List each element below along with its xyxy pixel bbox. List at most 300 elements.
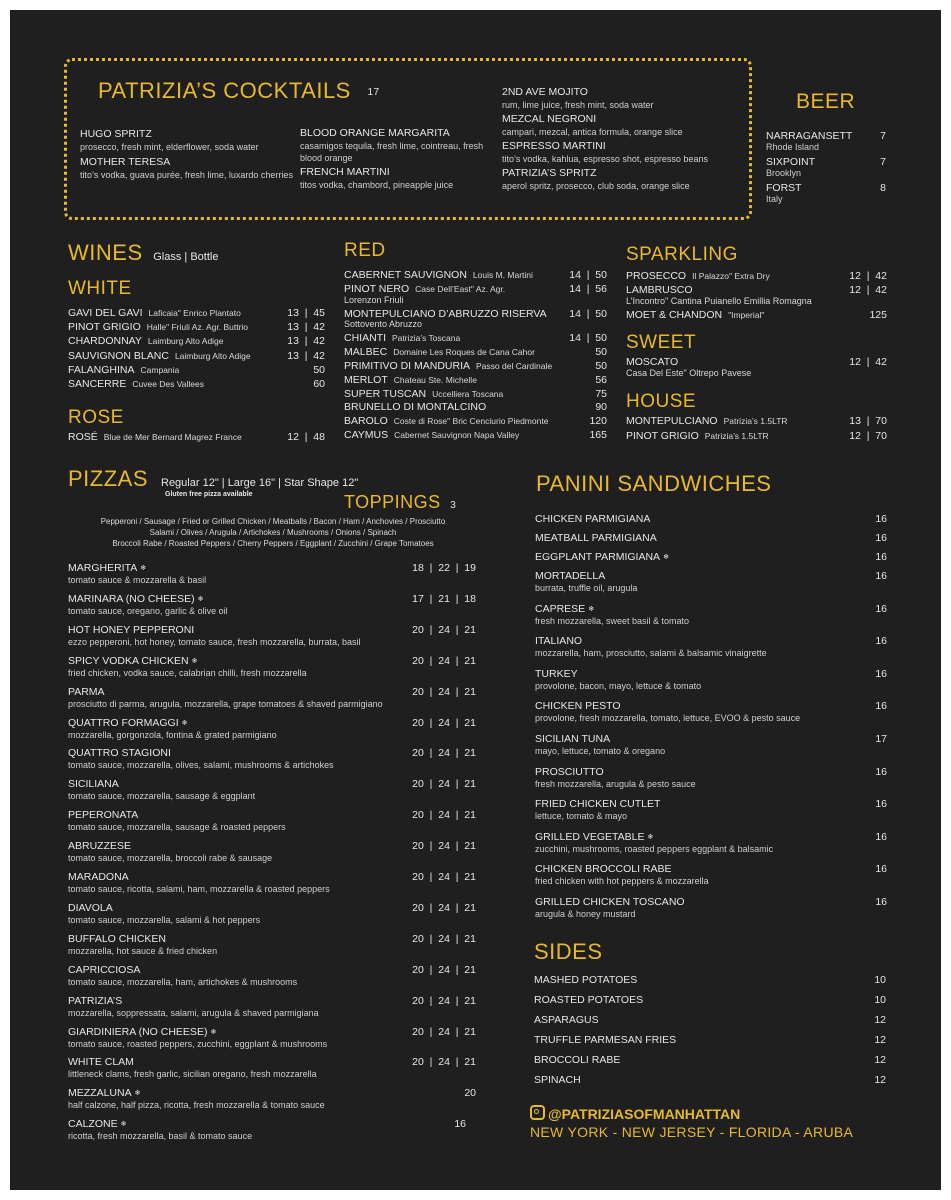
toppings-line: Salami / Olives / Arugula / Artichokes / Mushrooms / Onions / Spinach <box>149 528 397 537</box>
wine-row <box>68 431 325 443</box>
cocktail-name: FRENCH MARTINI <box>300 166 390 178</box>
wine-producer: Laimburg Alto Adige <box>147 336 224 347</box>
cocktail-name: BLOOD ORANGE MARGARITA <box>300 127 450 139</box>
wine-producer: Case Dell’East" Az. Agr. <box>415 283 506 294</box>
instagram-handle-text: @PATRIZIASOFMANHATTAN <box>548 1106 741 1122</box>
panini-desc: provolone, bacon, mayo, lettuce & tomato <box>535 680 702 691</box>
wine-name: MONTEPULCIANO <box>626 415 718 427</box>
wine-price: 125 <box>869 309 887 321</box>
pizza-desc: mozzarella, gorgonzola, fontina & grated parmigiano <box>68 729 277 740</box>
wine-name: PINOT GRIGIO <box>626 429 699 442</box>
side-name: SPINACH <box>534 1074 581 1086</box>
wine-price: 90 <box>595 401 607 414</box>
panini-price: 16 <box>875 570 887 582</box>
wine-price: 60 <box>313 378 325 390</box>
cocktail-name: MEZCAL NEGRONI <box>502 113 597 125</box>
panini-row <box>535 668 887 680</box>
panini-price: 16 <box>875 667 887 680</box>
wine-name: GAVI DEL GAVI <box>68 307 143 319</box>
pizza-price: 20 | 24 | 21 <box>412 963 476 976</box>
vegetarian-leaf-icon: ❄ <box>210 1028 217 1036</box>
pizza-row <box>68 593 476 605</box>
panini-name: CHICKEN PARMIGIANA <box>535 513 651 525</box>
pizza-desc: tomato sauce & mozzarella & basil <box>68 575 207 585</box>
panini-price: 16 <box>875 830 887 843</box>
wine-row <box>344 374 607 386</box>
panini-row <box>535 551 887 563</box>
wine-price: 165 <box>589 429 607 441</box>
pizza-desc: prosciutto di parma, arugula, mozzarella, grape tomatoes & shaved parmigiano <box>68 698 383 709</box>
cocktail-name: 2ND AVE MOJITO <box>502 86 588 98</box>
pizza-desc: ezzo pepperoni, hot honey, tomato sauce, fresh mozzarella, burrata, basil <box>68 636 361 647</box>
panini-row <box>535 700 887 712</box>
panini-price: 16 <box>875 798 887 811</box>
panini-price: 16 <box>875 765 887 778</box>
pizza-row <box>68 964 476 976</box>
cocktail-name: MOTHER TERESA <box>80 156 171 168</box>
cocktails-title-text: PATRIZIA’S COCKTAILS <box>98 78 351 103</box>
side-price: 10 <box>874 994 886 1006</box>
wine-row <box>68 335 325 347</box>
panini-desc: zucchini, mushrooms, roasted peppers eggplant & balsamic <box>535 843 774 854</box>
panini-desc: arugula & honey mustard <box>535 909 636 919</box>
wine-price: 120 <box>589 415 607 428</box>
pizza-row <box>68 1056 476 1068</box>
side-row <box>534 1034 886 1046</box>
wine-producer: Cabernet Sauvignon Napa Valley <box>394 430 520 440</box>
panini-price: 16 <box>875 635 887 648</box>
panini-price: 16 <box>875 863 887 876</box>
toppings-price: 3 <box>450 500 456 511</box>
panini-name: TURKEY <box>535 667 578 680</box>
cocktails-price: 17 <box>367 86 380 98</box>
pizza-price: 20 | 24 | 21 <box>412 778 476 791</box>
menu-page <box>10 10 941 1190</box>
wine-row <box>68 321 325 333</box>
wine-row <box>626 430 887 442</box>
pizza-row <box>68 1118 476 1130</box>
pizza-name: GIARDINIERA (NO CHEESE) <box>68 1025 208 1038</box>
wine-row <box>68 364 325 376</box>
wine-name: PROSECCO <box>626 270 687 282</box>
side-row <box>534 1014 886 1026</box>
pizza-desc: littleneck clams, fresh garlic, sicilian oregano, fresh mozzarella <box>68 1069 317 1080</box>
pizza-name: PEPERONATA <box>68 809 139 822</box>
cocktail-desc: titos vodka, chambord, pineapple juice <box>300 180 454 190</box>
sweet-title: SWEET <box>626 332 697 353</box>
panini-price: 16 <box>875 532 887 544</box>
wines-title-text: WINES <box>68 240 143 265</box>
sides-title: SIDES <box>534 939 603 964</box>
panini-row <box>535 798 887 810</box>
pizza-desc: fried chicken, vodka sauce, calabrian chilli, fresh mozzarella <box>68 667 307 678</box>
vegetarian-leaf-icon: ❄ <box>191 657 198 665</box>
wine-row <box>344 360 607 372</box>
pizza-price: 20 | 24 | 21 <box>412 932 476 945</box>
pizza-row <box>68 1026 476 1038</box>
wine-row <box>626 284 887 296</box>
pizza-name: CAPRICCIOSA <box>68 963 141 976</box>
pizza-price: 20 | 24 | 21 <box>412 1025 476 1038</box>
pizza-price: 16 <box>454 1118 466 1131</box>
wine-price: 12 | 70 <box>849 429 887 442</box>
pizza-row <box>68 840 476 852</box>
cocktail-name: PATRIZIA’S SPRITZ <box>502 167 597 179</box>
toppings-title-text: TOPPINGS <box>344 492 441 512</box>
panini-name: ITALIANO <box>535 635 583 648</box>
pizza-row <box>68 717 476 729</box>
panini-row <box>535 603 887 615</box>
vegetarian-leaf-icon: ❄ <box>663 554 669 561</box>
wine-name: SANCERRE <box>68 378 127 390</box>
wine-producer: Halle" Friuli Az. Agr. Buttrio <box>146 322 249 333</box>
pizza-desc: tomato sauce, ricotta, salami, ham, mozzarella & roasted peppers <box>68 884 330 894</box>
wine-price: 50 <box>595 346 607 359</box>
wine-price: 75 <box>595 387 607 400</box>
wines-subtitle: Glass | Bottle <box>153 251 219 263</box>
vegetarian-leaf-icon: ❄ <box>120 1121 127 1129</box>
wine-name: ROSÉ <box>68 431 98 443</box>
wine-row <box>344 401 607 413</box>
panini-row <box>535 863 887 875</box>
pizza-desc: mozzarella, soppressata, salami, arugula & shaved parmigiana <box>68 1007 319 1018</box>
panini-desc: provolone, fresh mozzarella, tomato, lettuce, EVOO & pesto sauce <box>535 713 801 724</box>
beer-origin: Brooklyn <box>766 168 802 178</box>
pizza-price: 20 | 24 | 21 <box>412 840 476 853</box>
wine-name: PINOT NERO <box>344 282 410 295</box>
wine-name: SAUVIGNON BLANC <box>68 349 169 362</box>
panini-desc: fried chicken with hot peppers & mozzarella <box>535 876 709 887</box>
wine-row <box>68 350 325 362</box>
wine-name: CABERNET SAUVIGNON <box>344 269 467 281</box>
wine-price: 56 <box>595 373 607 386</box>
wine-name: MOET & CHANDON <box>626 309 723 321</box>
panini-row <box>535 766 887 778</box>
panini-desc: lettuce, tomato & mayo <box>535 811 628 822</box>
wine-price: 14 | 50 <box>569 307 607 320</box>
beer-name: SIXPOINT <box>766 156 816 168</box>
panini-name: MORTADELLA <box>535 570 606 582</box>
pizza-name: PATRIZIA’S <box>68 994 123 1007</box>
wine-row <box>344 429 607 441</box>
side-price: 12 <box>874 1074 886 1086</box>
pizza-name: QUATTRO STAGIONI <box>68 747 171 760</box>
toppings-line: Pepperoni / Sausage / Fried or Grilled Chicken / Meatballs / Bacon / Ham / Anchovies / Prosciutto <box>100 517 446 526</box>
cocktail-desc: casamigos tequila, fresh lime, cointreau, fresh blood orange <box>300 141 484 163</box>
pizza-row <box>68 1087 476 1099</box>
wine-producer: Passo del Cardinale <box>476 361 553 371</box>
panini-row <box>535 513 887 525</box>
panini-row <box>535 831 887 843</box>
pizza-name: ABRUZZESE <box>68 840 132 853</box>
wine-row <box>344 415 607 427</box>
pizza-row <box>68 655 476 667</box>
cocktails-title <box>98 78 380 104</box>
pizza-desc: half calzone, half pizza, ricotta, fresh mozzarella & tomato sauce <box>68 1100 325 1111</box>
pizza-price: 20 | 24 | 21 <box>412 994 476 1007</box>
wine-name: PRIMITIVO DI MANDURIA <box>344 360 471 372</box>
wine-price: 13 | 42 <box>287 321 325 334</box>
pizza-name: MARINARA (NO CHEESE) <box>68 592 195 605</box>
pizza-row <box>68 871 476 883</box>
wine-extra: Sottovento Abruzzo <box>344 319 423 330</box>
panini-name: PROSCIUTTO <box>535 765 604 778</box>
pizza-desc: tomato sauce, mozzarella, salami & hot peppers <box>68 914 261 925</box>
beer-title: BEER <box>796 90 856 113</box>
instagram-handle[interactable] <box>530 1105 740 1122</box>
pizza-price: 20 | 24 | 21 <box>412 1056 476 1069</box>
pizza-name: CALZONE <box>68 1118 118 1131</box>
wine-name: BAROLO <box>344 415 388 428</box>
pizza-row <box>68 686 476 698</box>
wine-row <box>626 356 887 368</box>
pizza-row <box>68 747 476 759</box>
side-name: ROASTED POTATOES <box>534 994 644 1006</box>
red-title: RED <box>344 240 386 261</box>
rose-title: ROSE <box>68 407 124 428</box>
panini-name: CHICKEN PESTO <box>535 700 621 713</box>
toppings-line: Broccoli Rabe / Roasted Peppers / Cherry Peppers / Eggplant / Zucchini / Grape Tomatoes <box>112 539 434 548</box>
pizza-row <box>68 778 476 790</box>
pizza-price: 20 | 24 | 21 <box>412 747 476 760</box>
side-row <box>534 994 886 1006</box>
pizza-desc: tomato sauce, mozzarella, broccoli rabe & sausage <box>68 853 273 864</box>
pizzas-title: PIZZAS <box>68 466 149 491</box>
panini-name: EGGPLANT PARMIGIANA <box>535 551 661 563</box>
wine-name: MONTEPULCIANO D’ABRUZZO RISERVA <box>344 307 547 320</box>
locations: NEW YORK - NEW JERSEY - FLORIDA - ARUBA <box>530 1124 854 1140</box>
beer-origin: Italy <box>766 194 783 204</box>
pizza-name: MEZZALUNA <box>68 1087 132 1100</box>
cocktail-name: ESPRESSO MARTINI <box>502 140 606 152</box>
panini-name: CAPRESE <box>535 602 586 615</box>
pizza-desc: tomato sauce, mozzarella, ham, artichokes & mushrooms <box>68 976 298 987</box>
wine-row <box>344 269 607 281</box>
side-row <box>534 974 886 986</box>
wine-row <box>344 388 607 400</box>
wine-producer: Coste di Rose" Bric Cenciurio Piedmonte <box>393 416 549 427</box>
wine-producer: Domaine Les Roques de Cana Cahor <box>393 347 535 358</box>
wine-row <box>626 309 887 321</box>
cocktail-desc: rum, lime juice, fresh mint, soda water <box>502 100 654 110</box>
wine-producer: Laficaia" Enrico Plantato <box>148 308 241 318</box>
wine-price: 12 | 42 <box>849 284 887 296</box>
panini-price: 16 <box>875 700 887 713</box>
panini-desc: fresh mozzarella, arugula & pesto sauce <box>535 778 696 789</box>
wine-name: FALANGHINA <box>68 363 135 376</box>
toppings-list <box>68 516 478 549</box>
panini-name: GRILLED VEGETABLE <box>535 830 645 843</box>
wine-row <box>344 283 607 295</box>
pizza-sizes: Regular 12" | Large 16" | Star Shape 12" <box>161 477 359 489</box>
wine-producer: Cuvee Des Vallees <box>132 379 205 389</box>
wine-price: 12 | 48 <box>287 431 325 443</box>
vegetarian-leaf-icon: ❄ <box>134 1090 141 1098</box>
pizza-desc: tomato sauce, mozzarella, sausage & roasted peppers <box>68 822 286 833</box>
cocktail-name: HUGO SPRITZ <box>80 128 152 140</box>
pizza-name: PARMA <box>68 685 105 698</box>
beer-origin: Rhode Island <box>766 142 820 152</box>
panini-desc: burrata, truffle oil, arugula <box>535 583 638 593</box>
wine-row <box>344 308 607 320</box>
beer-name: NARRAGANSETT <box>766 130 853 142</box>
wine-producer: Campania <box>140 364 180 375</box>
vegetarian-leaf-icon: ❄ <box>181 719 188 727</box>
wine-row <box>344 346 607 358</box>
wine-row <box>626 270 887 282</box>
wine-producer: Laimburg Alto Adige <box>174 350 251 361</box>
pizza-price: 20 | 24 | 21 <box>412 623 476 636</box>
vegetarian-leaf-icon: ❄ <box>197 595 204 603</box>
wine-row <box>68 378 325 390</box>
pizza-row <box>68 995 476 1007</box>
pizza-name: HOT HONEY PEPPERONI <box>68 623 195 636</box>
pizza-price: 17 | 21 | 18 <box>412 592 476 605</box>
wine-producer: Patrizia’s 1.5LTR <box>723 416 788 426</box>
pizza-row <box>68 562 476 574</box>
wine-producer: Chateau Ste. Michelle <box>393 374 477 385</box>
wine-name: PINOT GRIGIO <box>68 321 141 334</box>
panini-desc: fresh mozzarella, sweet basil & tomato <box>535 615 690 626</box>
wine-price: 14 | 56 <box>569 282 607 295</box>
vegetarian-leaf-icon: ❄ <box>647 833 654 841</box>
panini-name: FRIED CHICKEN CUTLET <box>535 798 661 811</box>
wine-producer: Blue de Mer Bernard Magrez France <box>103 432 242 442</box>
panini-row <box>535 733 887 745</box>
wine-price: 50 <box>595 360 607 372</box>
side-name: BROCCOLI RABE <box>534 1054 621 1066</box>
wine-extra: L’Incontro" Cantina Puianello Emillia Romagna <box>626 296 812 306</box>
side-price: 12 <box>874 1054 886 1066</box>
cocktail-desc: prosecco, fresh mint, elderflower, soda water <box>80 142 259 152</box>
panini-name: CHICKEN BROCCOLI RABE <box>535 863 672 876</box>
wine-producer: Patrizia’s 1.5LTR <box>704 430 769 441</box>
pizza-desc: ricotta, fresh mozzarella, basil & tomato sauce <box>68 1131 253 1142</box>
pizza-name: QUATTRO FORMAGGI <box>68 716 179 729</box>
pizza-price: 18 | 22 | 19 <box>412 562 476 574</box>
white-title: WHITE <box>68 278 132 299</box>
side-name: ASPARAGUS <box>534 1014 599 1026</box>
wines-title <box>68 240 218 266</box>
wine-row <box>626 415 887 427</box>
side-name: MASHED POTATOES <box>534 974 638 986</box>
wine-producer: Patrizia’s Toscana <box>392 333 461 344</box>
wine-name: MOSCATO <box>626 356 679 368</box>
panini-price: 16 <box>875 551 887 563</box>
instagram-icon <box>530 1105 545 1120</box>
pizza-name: MARGHERITA <box>68 562 138 574</box>
panini-row <box>535 570 887 582</box>
house-title: HOUSE <box>626 391 697 412</box>
wine-price: 13 | 42 <box>287 335 325 348</box>
pizza-name: SPICY VODKA CHICKEN <box>68 654 189 667</box>
panini-row <box>535 896 887 908</box>
wine-producer: Uccelliera Toscana <box>432 388 504 399</box>
wine-extra: Casa Del Este" Oltrepo Pavese <box>626 368 752 378</box>
wine-price: 12 | 42 <box>849 270 887 282</box>
pizza-price: 20 <box>464 1087 476 1100</box>
pizza-row <box>68 933 476 945</box>
cocktail-desc: tito’s vodka, kahlua, espresso shot, espresso beans <box>502 154 708 164</box>
gluten-free-note: Gluten free pizza available <box>165 491 253 498</box>
toppings-title <box>344 492 456 513</box>
wine-name: SUPER TUSCAN <box>344 387 427 400</box>
pizza-name: MARADONA <box>68 871 129 883</box>
beer-price: 8 <box>880 182 886 194</box>
side-price: 10 <box>874 974 886 986</box>
vegetarian-leaf-icon: ❄ <box>140 565 147 572</box>
panini-row <box>535 635 887 647</box>
beer-name: FORST <box>766 182 802 194</box>
panini-title: PANINI SANDWICHES <box>536 471 772 496</box>
pizza-price: 20 | 24 | 21 <box>412 685 476 698</box>
cocktail-desc: aperol spritz, prosecco, club soda, orange slice <box>502 181 690 191</box>
panini-price: 16 <box>875 513 887 525</box>
pizza-name: SICILIANA <box>68 778 119 791</box>
wine-name: BRUNELLO DI MONTALCINO <box>344 401 487 414</box>
pizza-desc: tomato sauce, roasted peppers, zucchini, eggplant & mushrooms <box>68 1038 328 1049</box>
wine-name: CHARDONNAY <box>68 335 142 348</box>
pizza-price: 20 | 24 | 21 <box>412 871 476 883</box>
wine-price: 13 | 45 <box>287 307 325 319</box>
panini-price: 16 <box>875 896 887 908</box>
beer-price: 7 <box>880 156 886 168</box>
side-price: 12 <box>874 1014 886 1026</box>
wine-price: 13 | 42 <box>287 349 325 362</box>
pizza-row <box>68 624 476 636</box>
panini-name: SICILIAN TUNA <box>535 733 611 745</box>
wine-row <box>68 307 325 319</box>
wine-extra: Lorenzon Friuli <box>344 294 404 305</box>
wine-producer: Louis M. Martini <box>472 270 533 280</box>
panini-price: 16 <box>875 602 887 615</box>
pizza-row <box>68 902 476 914</box>
panini-name: MEATBALL PARMIGIANA <box>535 532 657 544</box>
pizza-desc: tomato sauce, mozzarella, olives, salami, mushrooms & artichokes <box>68 760 334 771</box>
panini-desc: mozzarella, ham, prosciutto, salami & balsamic vinaigrette <box>535 648 767 659</box>
wine-price: 12 | 42 <box>849 356 887 368</box>
wine-price: 14 | 50 <box>569 332 607 345</box>
vegetarian-leaf-icon: ❄ <box>588 605 595 613</box>
sparkling-title: SPARKLING <box>626 244 738 265</box>
pizza-price: 20 | 24 | 21 <box>412 809 476 822</box>
pizza-name: DIAVOLA <box>68 901 113 914</box>
pizza-price: 20 | 24 | 21 <box>412 901 476 914</box>
side-name: TRUFFLE PARMESAN FRIES <box>534 1034 677 1046</box>
panini-row <box>535 532 887 544</box>
wine-price: 14 | 50 <box>569 269 607 281</box>
panini-desc: mayo, lettuce, tomato & oregano <box>535 746 666 756</box>
wine-producer: "Imperial" <box>728 310 765 320</box>
wine-name: CHIANTI <box>344 332 386 345</box>
wine-name: MERLOT <box>344 373 388 386</box>
side-row <box>534 1074 886 1086</box>
pizza-price: 20 | 24 | 21 <box>412 716 476 729</box>
wine-producer: Il Palazzo" Extra Dry <box>692 271 770 281</box>
wine-price: 13 | 70 <box>849 415 887 427</box>
pizza-desc: mozzarella, hot sauce & fried chicken <box>68 945 218 956</box>
beer-price: 7 <box>880 130 886 142</box>
wine-row <box>344 332 607 344</box>
side-row <box>534 1054 886 1066</box>
pizza-price: 20 | 24 | 21 <box>412 654 476 667</box>
cocktail-desc: campari, mezcal, antica formula, orange slice <box>502 127 683 137</box>
pizza-desc: tomato sauce, oregano, garlic & olive oil <box>68 605 228 616</box>
side-price: 12 <box>874 1034 886 1046</box>
panini-price: 17 <box>875 733 887 745</box>
wine-price: 50 <box>313 363 325 376</box>
wine-name: MALBEC <box>344 346 388 359</box>
